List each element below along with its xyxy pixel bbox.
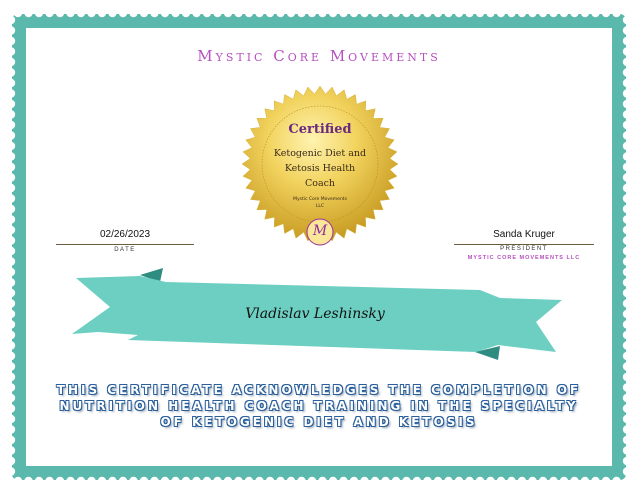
- date-label: DATE: [114, 247, 136, 253]
- seal-monogram: M: [312, 223, 328, 239]
- organization-title: Mystic Core Movements: [197, 47, 441, 65]
- signatory-title: PRESIDENT: [500, 246, 548, 252]
- signatory-organization: MYSTIC CORE MOVEMENTS LLC: [467, 255, 581, 261]
- recipient-name: Vladislav Leshinsky: [245, 306, 385, 322]
- date-value: 02/26/2023: [99, 229, 151, 240]
- completion-statement: THIS CERTIFICATE ACKNOWLEDGES THE COMPLETION OF NUTRITION HEALTH COACH TRAINING IN THE SPECIALTY OF KETOGENIC DIET AND KETOSIS: [56, 383, 582, 429]
- signatory-name: Sanda Kruger: [493, 229, 555, 240]
- seal-organization-text: Mystic Core Movements LLC: [293, 197, 347, 209]
- seal-certified-text: Certified: [288, 122, 352, 137]
- seal-program-text: Ketogenic Diet and Ketosis Health Coach: [273, 148, 367, 189]
